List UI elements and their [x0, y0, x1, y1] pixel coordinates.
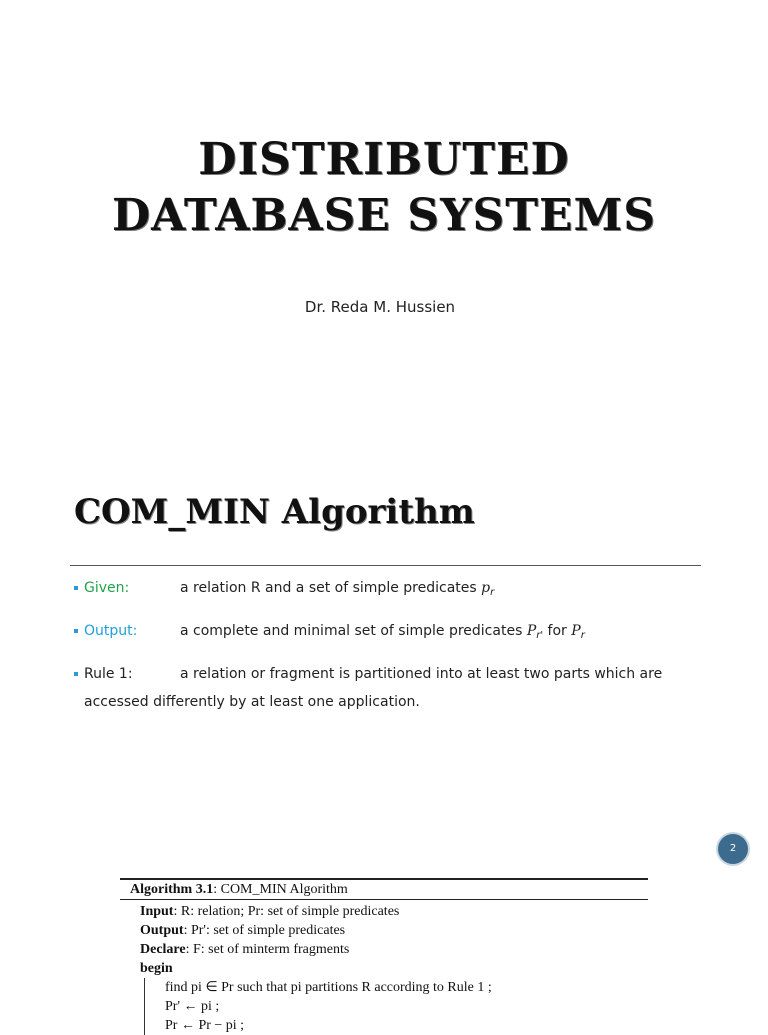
bullet-marker-icon	[74, 586, 78, 590]
bullet-continuation: accessed differently by at least one application.	[84, 694, 420, 710]
math-subscript: r'	[536, 630, 544, 641]
algorithm-header	[120, 880, 648, 899]
algorithm-block	[144, 978, 648, 1035]
bullet-rule-1: Rule 1: a relation or fragment is partitioned into at least two parts which are accessed differently by at least one application.	[74, 662, 694, 714]
math-subscript-2: r	[580, 630, 585, 641]
title-divider	[70, 565, 701, 566]
bullet-text: a relation or fragment is partitioned into at least two parts which are	[180, 666, 663, 682]
presentation-title	[0, 132, 768, 244]
title-line-1: DISTRIBUTED	[198, 134, 570, 185]
algorithm-body	[120, 900, 648, 1035]
algorithm-input	[140, 902, 648, 921]
algorithm-line-2: Pr' ← pi ;	[165, 999, 220, 1014]
algorithm-begin	[140, 959, 648, 978]
bullet-marker-icon	[74, 672, 78, 676]
content-slide	[0, 420, 768, 1033]
begin-keyword: begin	[140, 961, 173, 976]
title-slide	[0, 0, 768, 420]
slide-title: COM_MIN Algorithm	[74, 492, 475, 532]
math-symbol: P	[526, 623, 537, 639]
author-name: Dr. Reda M. Hussien	[304, 298, 456, 316]
math-symbol-2: P	[571, 623, 581, 639]
algorithm-output	[140, 921, 648, 940]
algorithm-declare	[140, 940, 648, 959]
declare-text: : F: set of minterm fragments	[185, 942, 350, 957]
bullet-key: Output	[84, 623, 133, 639]
algorithm-name: : COM_MIN Algorithm	[213, 882, 348, 897]
math-subscript: r	[490, 587, 495, 598]
bullet-text-2: for	[543, 623, 572, 639]
bullet-list	[74, 576, 694, 728]
bullet-key: Rule 1	[84, 666, 128, 682]
input-label: Input	[140, 904, 174, 919]
bullet-key: Given	[84, 580, 125, 596]
output-text: : Pr': set of simple predicates	[183, 923, 346, 938]
algorithm-box	[120, 878, 648, 1035]
algorithm-line-1: find pi ∈ Pr such that pi partitions R according to Rule 1 ;	[165, 980, 492, 995]
title-line-2: DATABASE SYSTEMS	[111, 190, 657, 241]
bullet-output: Output: a complete and minimal set of simple predicates $P_{r'}$ for $P_r$	[74, 619, 694, 648]
bullet-text: a complete and minimal set of simple predicates	[180, 623, 527, 639]
output-label: Output	[140, 923, 184, 938]
page-number-badge: 2	[718, 834, 748, 864]
algorithm-line-3: Pr ← Pr − pi ;	[165, 1018, 245, 1033]
input-text: : R: relation; Pr: set of simple predicates	[173, 904, 400, 919]
bullet-text: a relation R and a set of simple predicates	[180, 580, 482, 596]
declare-label: Declare	[140, 942, 186, 957]
math-symbol: p	[481, 580, 491, 596]
algorithm-label: Algorithm 3.1	[130, 882, 214, 897]
bullet-given: Given: a relation R and a set of simple predicates $p_r$	[74, 576, 694, 605]
bullet-marker-icon	[74, 629, 78, 633]
